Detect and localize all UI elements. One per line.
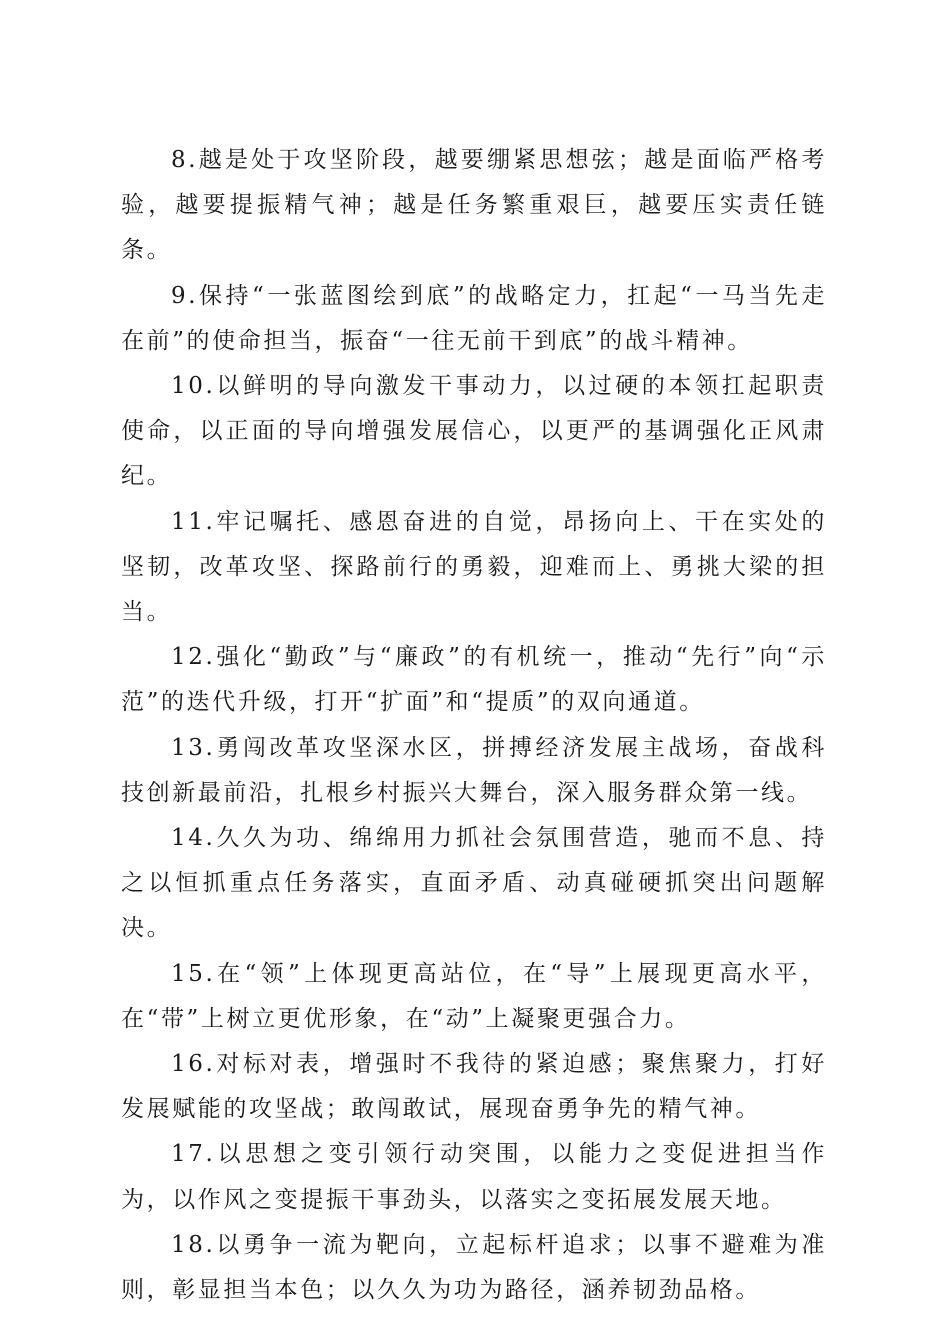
paragraph-10: 10.以鲜明的导向激发干事动力，以过硬的本领扛起职责使命，以正面的导向增强发展信心，以更严的基调强化正风肃纪。 — [121, 373, 827, 490]
paragraph-15: 15.在“领”上体现更高站位，在“导”上展现更高水平，在“带”上树立更优形象，在“动”上凝聚更强合力。 — [121, 960, 827, 1032]
document-body — [121, 138, 827, 1313]
paragraph-16: 16.对标对表，增强时不我待的紧迫感；聚焦聚力，打好发展赋能的攻坚战；敢闯敢试，展现奋勇争先的精气神。 — [121, 1051, 827, 1123]
paragraph-8: 8.越是处于攻坚阶段，越要绷紧思想弦；越是面临严格考验，越要提振精气神；越是任务繁重艰巨，越要压实责任链条。 — [121, 147, 827, 264]
paragraph-13: 13.勇闯改革攻坚深水区，拼搏经济发展主战场，奋战科技创新最前沿，扎根乡村振兴大舞台，深入服务群众第一线。 — [121, 734, 827, 806]
paragraph-12: 12.强化“勤政”与“廉政”的有机统一，推动“先行”向“示范”的迭代升级，打开“扩面”和“提质”的双向通道。 — [121, 644, 827, 716]
paragraph-17: 17.以思想之变引领行动突围，以能力之变促进担当作为，以作风之变提振干事劲头，以落实之变拓展发展天地。 — [121, 1141, 827, 1213]
paragraph-18: 18.以勇争一流为靶向，立起标杆追求；以事不避难为准则，彰显担当本色；以久久为功为路径，涵养韧劲品格。 — [121, 1231, 827, 1304]
paragraph-9: 9.保持“一张蓝图绘到底”的战略定力，扛起“一马当先走在前”的使命担当，振奋“一往无前干到底”的战斗精神。 — [121, 282, 827, 354]
paragraph-14: 14.久久为功、绵绵用力抓社会氛围营造，驰而不息、持之以恒抓重点任务落实，直面矛盾、动真碰硬抓突出问题解决。 — [121, 825, 827, 942]
paragraph-11: 11.牢记嘱托、感恩奋进的自觉，昂扬向上、干在实处的坚韧，改革攻坚、探路前行的勇毅，迎难而上、勇挑大梁的担当。 — [121, 508, 827, 626]
